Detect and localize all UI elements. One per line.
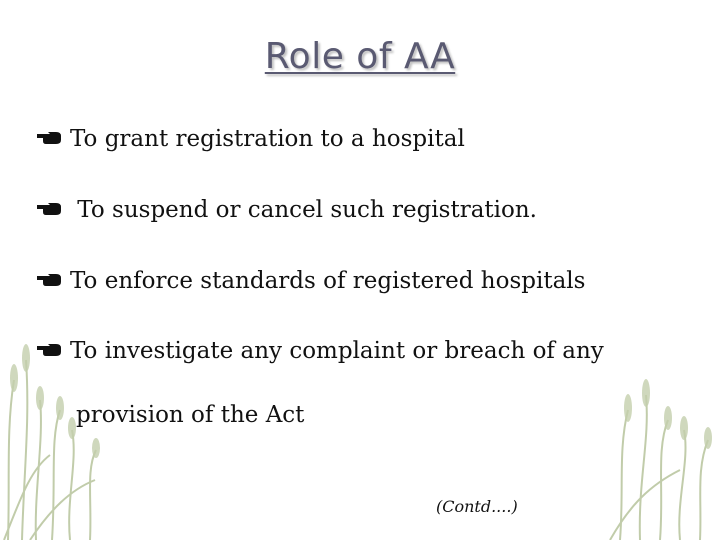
bullet-item [36,126,465,152]
bullet-item [36,338,604,364]
bullet-continuation: provision of the Act [76,402,305,428]
pointing-hand-icon [36,272,64,288]
bullet-text: To suspend or cancel such registration. [70,197,537,223]
slide-title [0,36,720,77]
pointing-hand-icon [36,130,64,146]
bullet-text: To grant registration to a hospital [70,126,465,152]
contd-label: (Contd....) [436,497,518,516]
bullet-text: To enforce standards of registered hospitals [70,268,586,294]
bullet-text: To investigate any complaint or breach of any [70,338,604,364]
pointing-hand-icon [36,201,64,217]
bullet-item [36,197,537,223]
pointing-hand-icon [36,342,64,358]
slide-title-text: Role of AA [264,36,456,77]
bullet-item [36,268,585,294]
